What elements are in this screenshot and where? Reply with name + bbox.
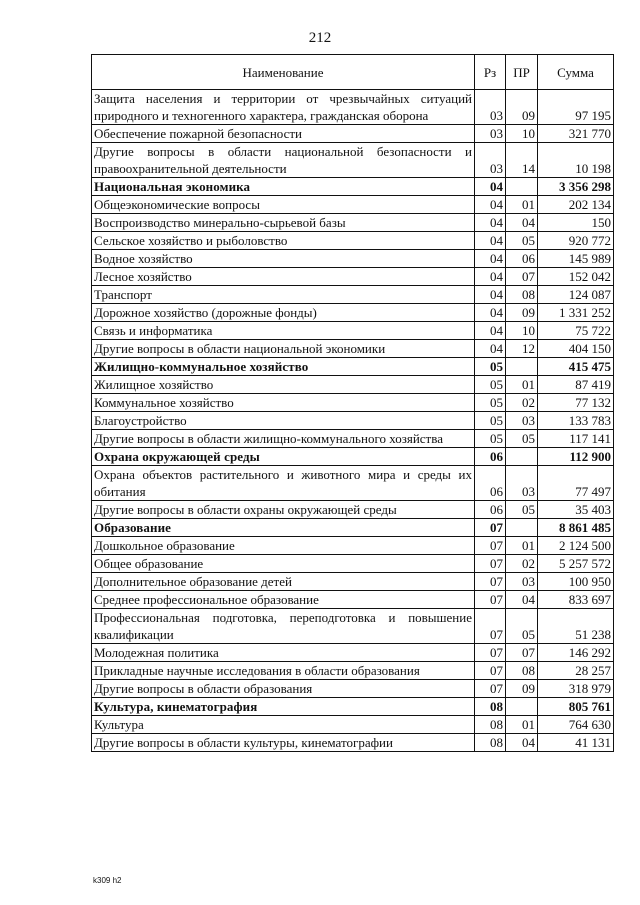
table-row xyxy=(92,125,614,143)
row-pr-cell: 05 xyxy=(506,501,538,519)
row-name-cell: Культура xyxy=(92,716,475,734)
table-section-row xyxy=(92,698,614,716)
header-rz: Рз xyxy=(475,55,506,90)
row-pr-cell: 05 xyxy=(506,430,538,448)
row-rz-cell: 03 xyxy=(475,125,506,143)
row-name-cell: Благоустройство xyxy=(92,412,475,430)
budget-table xyxy=(91,54,614,752)
row-sum-cell: 87 419 xyxy=(538,376,614,394)
row-name-cell: Связь и информатика xyxy=(92,322,475,340)
row-pr-cell xyxy=(506,178,538,196)
row-sum-cell: 51 238 xyxy=(538,609,614,644)
table-body xyxy=(92,90,614,752)
table-row xyxy=(92,501,614,519)
row-pr-cell: 07 xyxy=(506,268,538,286)
row-rz-cell: 07 xyxy=(475,555,506,573)
row-rz-cell: 04 xyxy=(475,340,506,358)
header-pr: ПР xyxy=(506,55,538,90)
table-row xyxy=(92,734,614,752)
table-row xyxy=(92,268,614,286)
row-name-cell: Профессиональная подготовка, переподготовка и повышение квалификации xyxy=(92,609,475,644)
table-header-row xyxy=(92,55,614,90)
row-sum-cell: 41 131 xyxy=(538,734,614,752)
row-pr-cell: 07 xyxy=(506,644,538,662)
row-sum-cell: 202 134 xyxy=(538,196,614,214)
row-sum-cell: 117 141 xyxy=(538,430,614,448)
row-sum-cell: 150 xyxy=(538,214,614,232)
row-rz-cell: 07 xyxy=(475,662,506,680)
row-pr-cell: 03 xyxy=(506,466,538,501)
row-name-cell: Молодежная политика xyxy=(92,644,475,662)
row-sum-cell: 77 132 xyxy=(538,394,614,412)
table-row xyxy=(92,196,614,214)
row-sum-cell: 1 331 252 xyxy=(538,304,614,322)
row-sum-cell: 3 356 298 xyxy=(538,178,614,196)
row-pr-cell: 02 xyxy=(506,394,538,412)
table-row xyxy=(92,662,614,680)
row-rz-cell: 04 xyxy=(475,322,506,340)
table-row xyxy=(92,394,614,412)
row-pr-cell: 09 xyxy=(506,304,538,322)
row-pr-cell xyxy=(506,358,538,376)
row-sum-cell: 805 761 xyxy=(538,698,614,716)
table-row xyxy=(92,430,614,448)
row-sum-cell: 35 403 xyxy=(538,501,614,519)
row-name-cell: Другие вопросы в области культуры, кинематографии xyxy=(92,734,475,752)
table-row xyxy=(92,376,614,394)
row-pr-cell: 05 xyxy=(506,609,538,644)
row-rz-cell: 05 xyxy=(475,394,506,412)
row-pr-cell: 09 xyxy=(506,680,538,698)
row-rz-cell: 05 xyxy=(475,376,506,394)
row-rz-cell: 05 xyxy=(475,430,506,448)
row-name-cell: Прикладные научные исследования в области образования xyxy=(92,662,475,680)
row-rz-cell: 07 xyxy=(475,591,506,609)
row-sum-cell: 152 042 xyxy=(538,268,614,286)
row-rz-cell: 05 xyxy=(475,412,506,430)
row-rz-cell: 07 xyxy=(475,644,506,662)
table-row xyxy=(92,412,614,430)
row-name-cell: Дошкольное образование xyxy=(92,537,475,555)
table-row xyxy=(92,214,614,232)
row-pr-cell: 04 xyxy=(506,734,538,752)
row-pr-cell: 05 xyxy=(506,232,538,250)
row-rz-cell: 04 xyxy=(475,232,506,250)
row-pr-cell: 10 xyxy=(506,125,538,143)
table-row xyxy=(92,250,614,268)
row-name-cell: Охрана окружающей среды xyxy=(92,448,475,466)
table-row xyxy=(92,90,614,125)
row-rz-cell: 07 xyxy=(475,519,506,537)
table-section-row xyxy=(92,519,614,537)
row-pr-cell: 04 xyxy=(506,214,538,232)
row-name-cell: Жилищное хозяйство xyxy=(92,376,475,394)
row-name-cell: Транспорт xyxy=(92,286,475,304)
table-row xyxy=(92,716,614,734)
row-rz-cell: 07 xyxy=(475,680,506,698)
table-row xyxy=(92,537,614,555)
row-name-cell: Дорожное хозяйство (дорожные фонды) xyxy=(92,304,475,322)
row-rz-cell: 08 xyxy=(475,734,506,752)
row-sum-cell: 8 861 485 xyxy=(538,519,614,537)
table-row xyxy=(92,466,614,501)
row-name-cell: Другие вопросы в области жилищно-коммунального хозяйства xyxy=(92,430,475,448)
row-rz-cell: 08 xyxy=(475,698,506,716)
row-pr-cell: 04 xyxy=(506,591,538,609)
row-pr-cell xyxy=(506,698,538,716)
table-row xyxy=(92,286,614,304)
row-pr-cell: 01 xyxy=(506,537,538,555)
footer-code: k309 h2 xyxy=(93,876,122,885)
row-name-cell: Защита населения и территории от чрезвычайных ситуаций природного и техногенного характера, гражданская оборона xyxy=(92,90,475,125)
page-number: 212 xyxy=(308,30,332,46)
row-name-cell: Образование xyxy=(92,519,475,537)
row-rz-cell: 04 xyxy=(475,304,506,322)
row-rz-cell: 04 xyxy=(475,268,506,286)
row-rz-cell: 04 xyxy=(475,250,506,268)
row-name-cell: Другие вопросы в области национальной экономики xyxy=(92,340,475,358)
row-sum-cell: 28 257 xyxy=(538,662,614,680)
row-pr-cell: 09 xyxy=(506,90,538,125)
row-name-cell: Дополнительное образование детей xyxy=(92,573,475,591)
row-name-cell: Общее образование xyxy=(92,555,475,573)
table-row xyxy=(92,680,614,698)
row-pr-cell: 03 xyxy=(506,573,538,591)
row-sum-cell: 415 475 xyxy=(538,358,614,376)
row-rz-cell: 06 xyxy=(475,466,506,501)
table-row xyxy=(92,143,614,178)
row-sum-cell: 112 900 xyxy=(538,448,614,466)
row-rz-cell: 07 xyxy=(475,537,506,555)
row-rz-cell: 03 xyxy=(475,143,506,178)
table-row xyxy=(92,304,614,322)
row-sum-cell: 404 150 xyxy=(538,340,614,358)
table-row xyxy=(92,340,614,358)
row-rz-cell: 05 xyxy=(475,358,506,376)
row-sum-cell: 920 772 xyxy=(538,232,614,250)
row-name-cell: Лесное хозяйство xyxy=(92,268,475,286)
row-sum-cell: 321 770 xyxy=(538,125,614,143)
row-name-cell: Воспроизводство минерально-сырьевой базы xyxy=(92,214,475,232)
row-rz-cell: 06 xyxy=(475,501,506,519)
row-name-cell: Другие вопросы в области образования xyxy=(92,680,475,698)
row-sum-cell: 77 497 xyxy=(538,466,614,501)
table-row xyxy=(92,232,614,250)
row-name-cell: Другие вопросы в области охраны окружающей среды xyxy=(92,501,475,519)
row-name-cell: Жилищно-коммунальное хозяйство xyxy=(92,358,475,376)
row-name-cell: Сельское хозяйство и рыболовство xyxy=(92,232,475,250)
row-sum-cell: 2 124 500 xyxy=(538,537,614,555)
row-rz-cell: 04 xyxy=(475,214,506,232)
table-row xyxy=(92,591,614,609)
row-pr-cell xyxy=(506,448,538,466)
header-sum: Сумма xyxy=(538,55,614,90)
header-name: Наименование xyxy=(92,55,475,90)
row-name-cell: Среднее профессиональное образование xyxy=(92,591,475,609)
row-sum-cell: 764 630 xyxy=(538,716,614,734)
table-section-row xyxy=(92,178,614,196)
row-sum-cell: 10 198 xyxy=(538,143,614,178)
row-name-cell: Охрана объектов растительного и животного мира и среды их обитания xyxy=(92,466,475,501)
row-pr-cell: 12 xyxy=(506,340,538,358)
table-section-row xyxy=(92,448,614,466)
row-pr-cell xyxy=(506,519,538,537)
row-sum-cell: 833 697 xyxy=(538,591,614,609)
row-rz-cell: 03 xyxy=(475,90,506,125)
row-sum-cell: 75 722 xyxy=(538,322,614,340)
row-name-cell: Общеэкономические вопросы xyxy=(92,196,475,214)
row-rz-cell: 04 xyxy=(475,178,506,196)
row-sum-cell: 100 950 xyxy=(538,573,614,591)
table-section-row xyxy=(92,358,614,376)
row-sum-cell: 318 979 xyxy=(538,680,614,698)
table-row xyxy=(92,555,614,573)
row-pr-cell: 10 xyxy=(506,322,538,340)
row-sum-cell: 146 292 xyxy=(538,644,614,662)
table-row xyxy=(92,644,614,662)
row-pr-cell: 06 xyxy=(506,250,538,268)
row-rz-cell: 04 xyxy=(475,286,506,304)
row-name-cell: Национальная экономика xyxy=(92,178,475,196)
row-sum-cell: 97 195 xyxy=(538,90,614,125)
row-pr-cell: 03 xyxy=(506,412,538,430)
row-pr-cell: 08 xyxy=(506,662,538,680)
row-rz-cell: 07 xyxy=(475,573,506,591)
row-pr-cell: 01 xyxy=(506,196,538,214)
row-sum-cell: 145 989 xyxy=(538,250,614,268)
row-sum-cell: 133 783 xyxy=(538,412,614,430)
table-row xyxy=(92,573,614,591)
row-pr-cell: 01 xyxy=(506,376,538,394)
row-pr-cell: 14 xyxy=(506,143,538,178)
row-name-cell: Коммунальное хозяйство xyxy=(92,394,475,412)
row-name-cell: Обеспечение пожарной безопасности xyxy=(92,125,475,143)
row-rz-cell: 06 xyxy=(475,448,506,466)
row-rz-cell: 04 xyxy=(475,196,506,214)
table-row xyxy=(92,322,614,340)
row-pr-cell: 08 xyxy=(506,286,538,304)
row-name-cell: Водное хозяйство xyxy=(92,250,475,268)
row-pr-cell: 01 xyxy=(506,716,538,734)
row-rz-cell: 08 xyxy=(475,716,506,734)
row-sum-cell: 124 087 xyxy=(538,286,614,304)
row-sum-cell: 5 257 572 xyxy=(538,555,614,573)
row-name-cell: Культура, кинематография xyxy=(92,698,475,716)
row-name-cell: Другие вопросы в области национальной безопасности и правоохранительной деятельности xyxy=(92,143,475,178)
row-pr-cell: 02 xyxy=(506,555,538,573)
row-rz-cell: 07 xyxy=(475,609,506,644)
table-row xyxy=(92,609,614,644)
